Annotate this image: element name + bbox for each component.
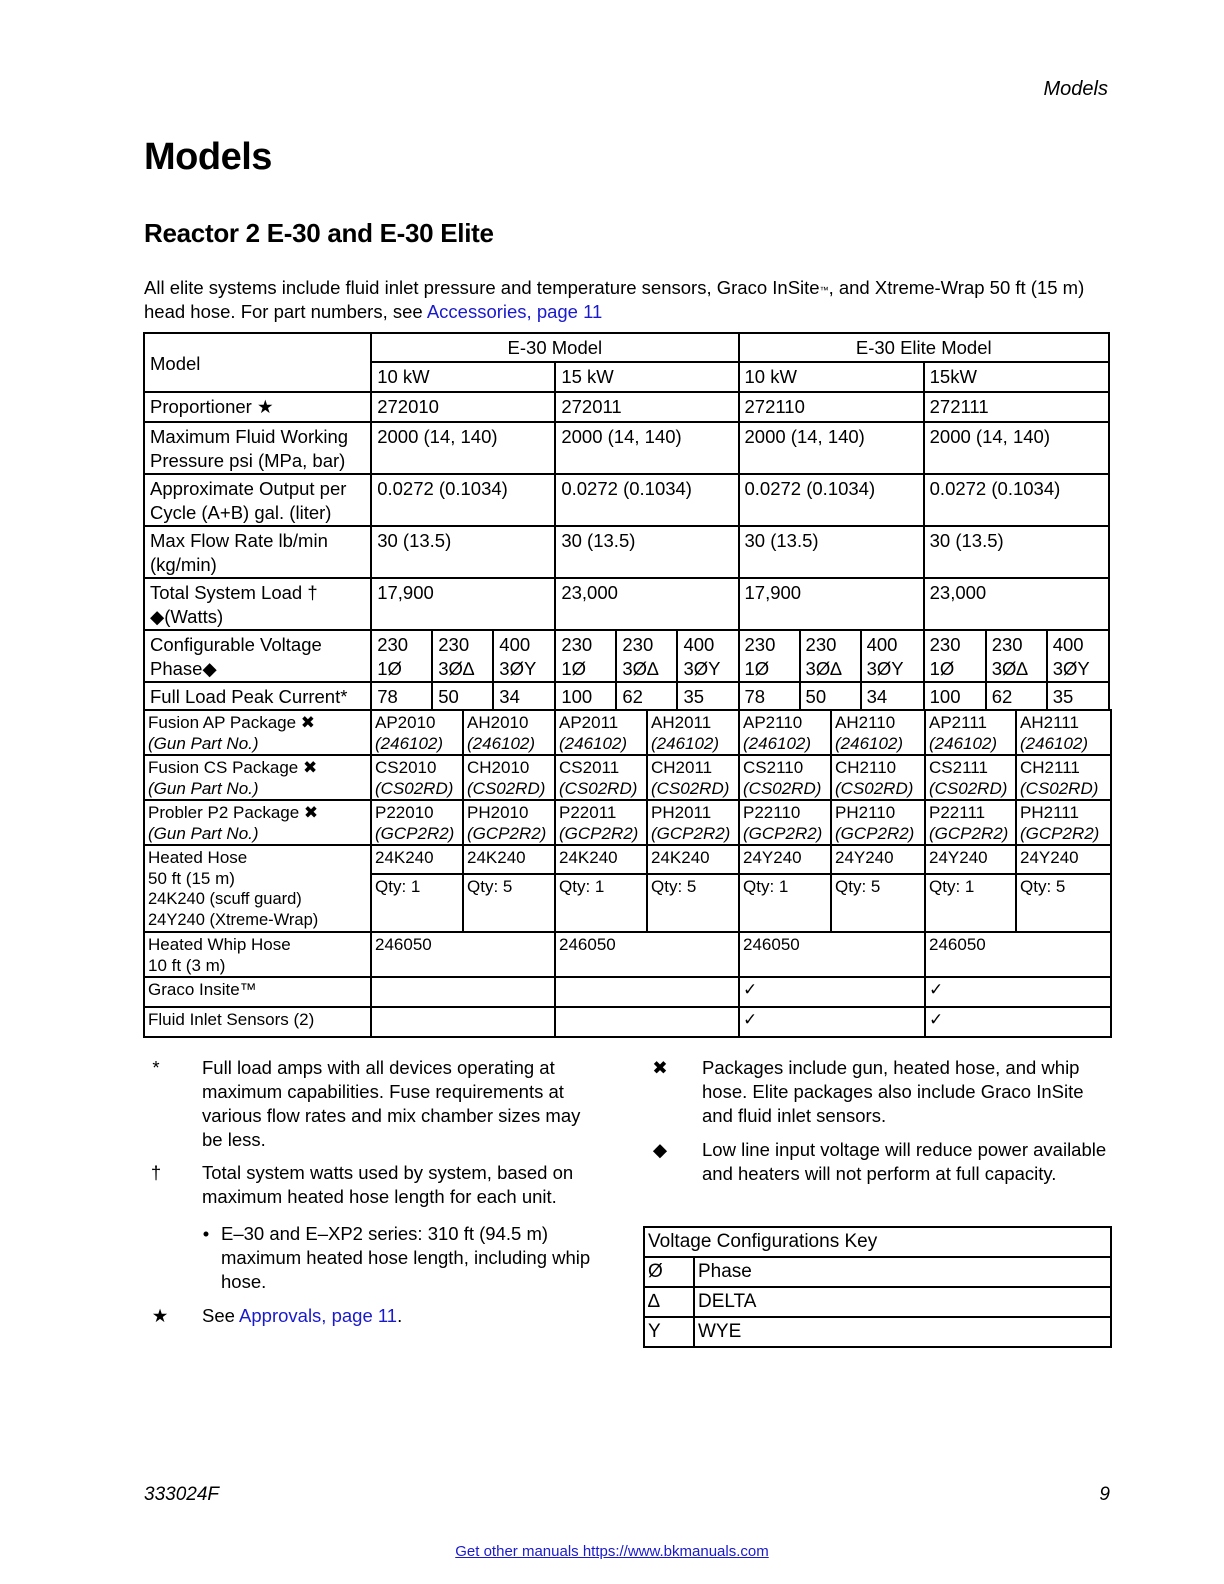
table-row <box>144 710 1111 755</box>
hose-part-cell: 24Y240 <box>739 845 831 874</box>
table-row <box>144 526 1109 578</box>
row-label: Total System Load † ◆(Watts) <box>144 578 371 630</box>
package-cell: AH2010 (246102) <box>463 710 555 755</box>
current-cell: 62 <box>986 682 1047 710</box>
table-row <box>144 682 1109 710</box>
hose-part-cell: 24K240 <box>555 845 647 874</box>
row-label: Configurable Voltage Phase◆ <box>144 630 371 682</box>
cell: 0.0272 (0.1034) <box>739 474 924 526</box>
row-label: Proportioner ★ <box>144 392 371 422</box>
footnote-diamond: Low line input voltage will reduce power available and heaters will not perform at full capacity. <box>702 1139 1107 1184</box>
package-cell: P22011 (GCP2R2) <box>555 800 647 845</box>
voltage-key-title: Voltage Configurations Key <box>644 1227 1111 1257</box>
current-cell: 35 <box>1047 682 1109 710</box>
hose-qty-cell: Qty: 1 <box>739 874 831 932</box>
row-label: Max Flow Rate lb/min (kg/min) <box>144 526 371 578</box>
hose-qty-cell: Qty: 1 <box>925 874 1016 932</box>
package-cell: PH2010 (GCP2R2) <box>463 800 555 845</box>
cell: 17,900 <box>739 578 924 630</box>
table-row <box>644 1317 1111 1347</box>
row-label: Graco Insite™ <box>144 977 371 1007</box>
packages-table <box>143 709 1112 1038</box>
voltage-cell: 230 3Ø∆ <box>800 630 861 682</box>
cell: 0.0272 (0.1034) <box>555 474 738 526</box>
row-sublabel: (Gun Part No.) <box>148 734 259 753</box>
power-header: 10 kW <box>371 362 555 392</box>
footnote-star: See Approvals, page 11. <box>202 1305 403 1326</box>
hose-qty-cell: Qty: 1 <box>555 874 647 932</box>
cell: 272110 <box>739 392 924 422</box>
check-cell: ✓ <box>925 1007 1111 1037</box>
hose-part-cell: 24Y240 <box>831 845 925 874</box>
table-row <box>144 578 1109 630</box>
power-header: 10 kW <box>739 362 924 392</box>
table-row <box>144 422 1109 474</box>
key-symbol: Y <box>644 1317 694 1347</box>
voltage-cell: 230 3Ø∆ <box>432 630 493 682</box>
voltage-cell: 400 3ØY <box>861 630 924 682</box>
package-cell: CS2110 (CS02RD) <box>739 755 831 800</box>
cell: 30 (13.5) <box>555 526 738 578</box>
accessories-link[interactable]: Accessories, page 11 <box>426 301 603 322</box>
cell: 23,000 <box>924 578 1109 630</box>
hose-part-cell: 24Y240 <box>1016 845 1111 874</box>
current-cell: 50 <box>800 682 861 710</box>
check-cell <box>555 977 739 1007</box>
whip-label: Heated Whip Hose 10 ft (3 m) <box>144 932 371 977</box>
check-cell: ✓ <box>739 977 925 1007</box>
current-cell: 100 <box>924 682 986 710</box>
current-cell: 34 <box>493 682 555 710</box>
key-symbol: ∆ <box>644 1287 694 1317</box>
package-cell: PH2110 (GCP2R2) <box>831 800 925 845</box>
row-sublabel: (Gun Part No.) <box>148 779 259 798</box>
package-cell: CH2011 (CS02RD) <box>647 755 739 800</box>
cell: 30 (13.5) <box>371 526 555 578</box>
bullet-icon: • <box>202 1223 210 1244</box>
table-row <box>144 1007 1111 1037</box>
package-cell: CH2110 (CS02RD) <box>831 755 925 800</box>
hose-part-cell: 24Y240 <box>925 845 1016 874</box>
voltage-cell: 230 1Ø <box>371 630 432 682</box>
package-cell: PH2011 (GCP2R2) <box>647 800 739 845</box>
running-header: Models <box>1043 78 1108 100</box>
dagger-symbol: † <box>150 1162 162 1183</box>
elite-group-header: E-30 Elite Model <box>739 333 1110 362</box>
diamond-icon: ◆ <box>652 1139 668 1160</box>
hose-qty-cell: Qty: 5 <box>463 874 555 932</box>
voltage-cell: 400 3ØY <box>1047 630 1109 682</box>
approvals-link[interactable]: Approvals, page 11 <box>239 1305 398 1326</box>
row-label: Fusion AP Package ✖ <box>148 713 316 732</box>
package-cell: CS2011 (CS02RD) <box>555 755 647 800</box>
voltage-cell: 230 1Ø <box>924 630 986 682</box>
table-row <box>144 977 1111 1007</box>
table-row <box>144 845 1111 874</box>
table-row <box>644 1257 1111 1287</box>
manuals-link[interactable]: Get other manuals https://www.bkmanuals.com <box>455 1543 769 1560</box>
check-cell <box>371 1007 555 1037</box>
package-cell: AH2110 (246102) <box>831 710 925 755</box>
package-cell: P22110 (GCP2R2) <box>739 800 831 845</box>
voltage-key-table <box>643 1226 1112 1348</box>
hose-label: Heated Hose 50 ft (15 m) 24K240 (scuff guard) 24Y240 (Xtreme-Wrap) <box>144 845 371 932</box>
key-desc: Phase <box>694 1257 1111 1287</box>
package-cell: AP2011 (246102) <box>555 710 647 755</box>
document-number: 333024F <box>144 1484 220 1505</box>
table-row <box>144 392 1109 422</box>
table-row <box>144 932 1111 977</box>
whip-cell: 246050 <box>739 932 925 977</box>
cell: 272011 <box>555 392 738 422</box>
current-cell: 62 <box>616 682 677 710</box>
current-cell: 78 <box>739 682 800 710</box>
footnote-dagger: Total system watts used by system, based on maximum heated hose length for each unit. <box>202 1162 574 1207</box>
hose-qty-cell: Qty: 5 <box>1016 874 1111 932</box>
intro-paragraph: All elite systems include fluid inlet pressure and temperature sensors, Graco InSite™, and Xtreme-Wrap 50 ft (15 m) head hose. For part numbers, see Accessories, page 11 <box>144 277 1085 322</box>
table-row <box>144 800 1111 845</box>
check-cell: ✓ <box>739 1007 925 1037</box>
page-number: 9 <box>1099 1484 1110 1505</box>
voltage-cell: 230 3Ø∆ <box>616 630 677 682</box>
table-row <box>144 630 1109 682</box>
row-label: Full Load Peak Current* <box>144 682 371 710</box>
voltage-cell: 230 1Ø <box>555 630 616 682</box>
section-title: Reactor 2 E-30 and E-30 Elite <box>144 218 494 248</box>
e30-group-header: E-30 Model <box>371 333 738 362</box>
power-header: 15kW <box>924 362 1109 392</box>
current-cell: 34 <box>861 682 924 710</box>
cross-icon: ✖ <box>652 1057 668 1078</box>
hose-part-cell: 24K240 <box>463 845 555 874</box>
package-cell: AP2111 (246102) <box>925 710 1016 755</box>
package-cell: AH2111 (246102) <box>1016 710 1111 755</box>
cell: 2000 (14, 140) <box>739 422 924 474</box>
cell: 23,000 <box>555 578 738 630</box>
key-symbol: Ø <box>644 1257 694 1287</box>
asterisk-symbol: * <box>152 1057 160 1078</box>
table-row <box>144 755 1111 800</box>
page-title: Models <box>144 136 272 178</box>
row-label: Approximate Output per Cycle (A+B) gal. (liter) <box>144 474 371 526</box>
whip-cell: 246050 <box>555 932 739 977</box>
check-cell <box>371 977 555 1007</box>
cell: 17,900 <box>371 578 555 630</box>
model-header: Model <box>144 333 371 392</box>
current-cell: 50 <box>432 682 493 710</box>
cell: 2000 (14, 140) <box>371 422 555 474</box>
row-sublabel: (Gun Part No.) <box>148 824 259 843</box>
package-cell: CH2010 (CS02RD) <box>463 755 555 800</box>
current-cell: 100 <box>555 682 616 710</box>
row-label: Probler P2 Package ✖ <box>148 803 319 822</box>
hose-qty-cell: Qty: 5 <box>647 874 739 932</box>
check-cell: ✓ <box>925 977 1111 1007</box>
package-cell: P22111 (GCP2R2) <box>925 800 1016 845</box>
cell: 2000 (14, 140) <box>924 422 1109 474</box>
current-cell: 35 <box>677 682 738 710</box>
voltage-cell: 230 3Ø∆ <box>986 630 1047 682</box>
whip-cell: 246050 <box>925 932 1111 977</box>
footnote-cross: Packages include gun, heated hose, and whip hose. Elite packages also include Graco InSite and fluid inlet sensors. <box>702 1057 1084 1126</box>
hose-qty-cell: Qty: 1 <box>371 874 463 932</box>
cell: 30 (13.5) <box>739 526 924 578</box>
cell: 0.0272 (0.1034) <box>924 474 1109 526</box>
row-label: Fluid Inlet Sensors (2) <box>144 1007 371 1037</box>
whip-cell: 246050 <box>371 932 555 977</box>
cell: 0.0272 (0.1034) <box>371 474 555 526</box>
cell: 2000 (14, 140) <box>555 422 738 474</box>
package-cell: CH2111 (CS02RD) <box>1016 755 1111 800</box>
package-cell: AH2011 (246102) <box>647 710 739 755</box>
row-label: Fusion CS Package ✖ <box>148 758 318 777</box>
hose-part-cell: 24K240 <box>647 845 739 874</box>
table-row <box>644 1287 1111 1317</box>
package-cell: P22010 (GCP2R2) <box>371 800 463 845</box>
specs-table <box>143 332 1110 711</box>
footnote-asterisk: Full load amps with all devices operating at maximum capabilities. Fuse requirements at various flow rates and mix chamber sizes may be less. <box>202 1057 581 1150</box>
star-icon: ★ <box>151 1305 169 1326</box>
voltage-cell: 400 3ØY <box>677 630 738 682</box>
hose-qty-cell: Qty: 5 <box>831 874 925 932</box>
cell: 272010 <box>371 392 555 422</box>
cell: 272111 <box>924 392 1109 422</box>
row-label: Maximum Fluid Working Pressure psi (MPa, bar) <box>144 422 371 474</box>
cell: 30 (13.5) <box>924 526 1109 578</box>
current-cell: 78 <box>371 682 432 710</box>
package-cell: PH2111 (GCP2R2) <box>1016 800 1111 845</box>
package-cell: AP2010 (246102) <box>371 710 463 755</box>
package-cell: CS2111 (CS02RD) <box>925 755 1016 800</box>
check-cell <box>555 1007 739 1037</box>
power-header: 15 kW <box>555 362 738 392</box>
package-cell: AP2110 (246102) <box>739 710 831 755</box>
key-desc: DELTA <box>694 1287 1111 1317</box>
voltage-cell: 400 3ØY <box>493 630 555 682</box>
table-row <box>144 474 1109 526</box>
voltage-cell: 230 1Ø <box>739 630 800 682</box>
key-desc: WYE <box>694 1317 1111 1347</box>
package-cell: CS2010 (CS02RD) <box>371 755 463 800</box>
hose-part-cell: 24K240 <box>371 845 463 874</box>
footnote-bullet: E–30 and E–XP2 series: 310 ft (94.5 m) maximum heated hose length, including whip hose. <box>221 1223 591 1292</box>
